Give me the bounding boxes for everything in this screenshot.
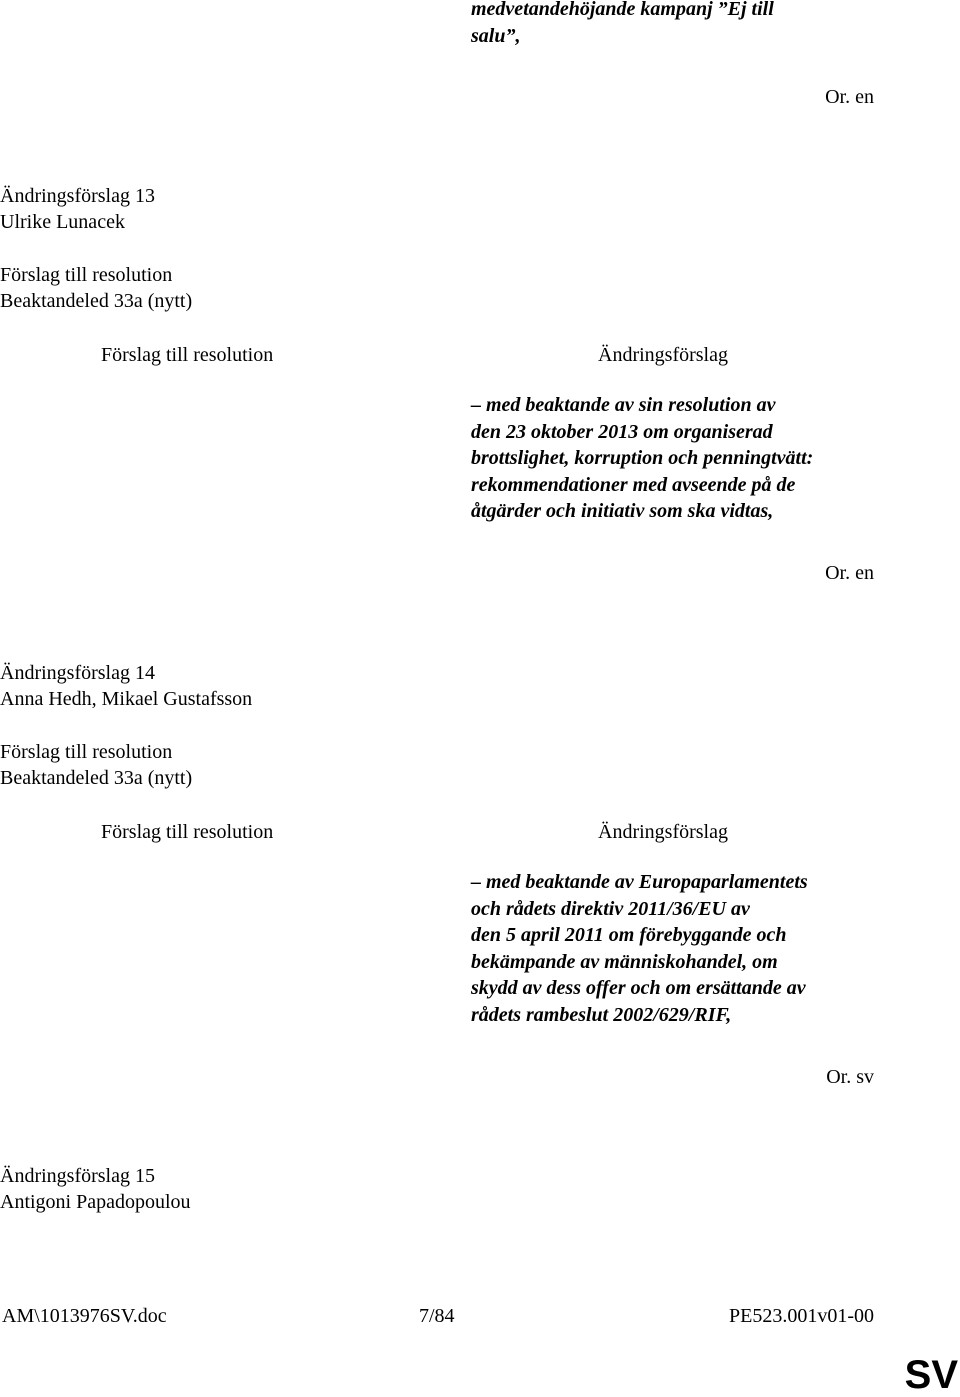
text-line: bekämpande av människohandel, om xyxy=(471,950,778,973)
pe-reference: PE523.001v01-00 xyxy=(729,1305,874,1327)
text-line: och rådets direktiv 2011/36/EU av xyxy=(471,897,750,920)
left-column-heading: Förslag till resolution xyxy=(101,821,274,843)
right-column-heading: Ändringsförslag xyxy=(598,821,728,843)
amendment-author: Anna Hedh, Mikael Gustafsson xyxy=(0,688,253,710)
amendment-doc-type: Förslag till resolution xyxy=(0,264,173,286)
amendment-heading: Ändringsförslag 14 xyxy=(0,662,155,684)
text-line: den 23 oktober 2013 om organiserad xyxy=(471,420,773,443)
page-number: 7/84 xyxy=(419,1305,455,1327)
language-code: SV xyxy=(904,1353,958,1397)
original-language: Or. sv xyxy=(826,1066,874,1088)
amendment-heading: Ändringsförslag 15 xyxy=(0,1165,155,1187)
amendment-location: Beaktandeled 33a (nytt) xyxy=(0,290,193,312)
doc-reference: AM\1013976SV.doc xyxy=(2,1305,167,1327)
top-fragment-text xyxy=(471,0,774,49)
text-line: brottslighet, korruption och penningtvätt: xyxy=(471,447,814,469)
left-column-heading: Förslag till resolution xyxy=(101,344,274,366)
amendment-text xyxy=(471,869,808,1028)
amendment-author: Ulrike Lunacek xyxy=(0,211,125,233)
text-line: salu”, xyxy=(471,24,521,47)
amendment-author: Antigoni Papadopoulou xyxy=(0,1191,191,1213)
original-language: Or. en xyxy=(825,562,874,584)
text-line: åtgärder och initiativ som ska vidtas, xyxy=(471,500,774,522)
text-line: – med beaktande av Europaparlamentets xyxy=(471,871,808,893)
text-line: skydd av dess offer och om ersättande av xyxy=(471,977,806,999)
amendment-doc-type: Förslag till resolution xyxy=(0,741,173,763)
text-line: rådets rambeslut 2002/629/RIF, xyxy=(471,1003,732,1026)
text-line: medvetandehöjande kampanj ”Ej till xyxy=(471,0,774,20)
amendment-heading: Ändringsförslag 13 xyxy=(0,185,155,207)
text-line: den 5 april 2011 om förebyggande och xyxy=(471,924,787,946)
text-line: – med beaktande av sin resolution av xyxy=(471,394,776,416)
right-column-heading: Ändringsförslag xyxy=(598,344,728,366)
original-language: Or. en xyxy=(825,86,874,108)
text-line: rekommendationer med avseende på de xyxy=(471,473,796,496)
amendment-location: Beaktandeled 33a (nytt) xyxy=(0,767,193,789)
amendment-text xyxy=(471,392,813,525)
